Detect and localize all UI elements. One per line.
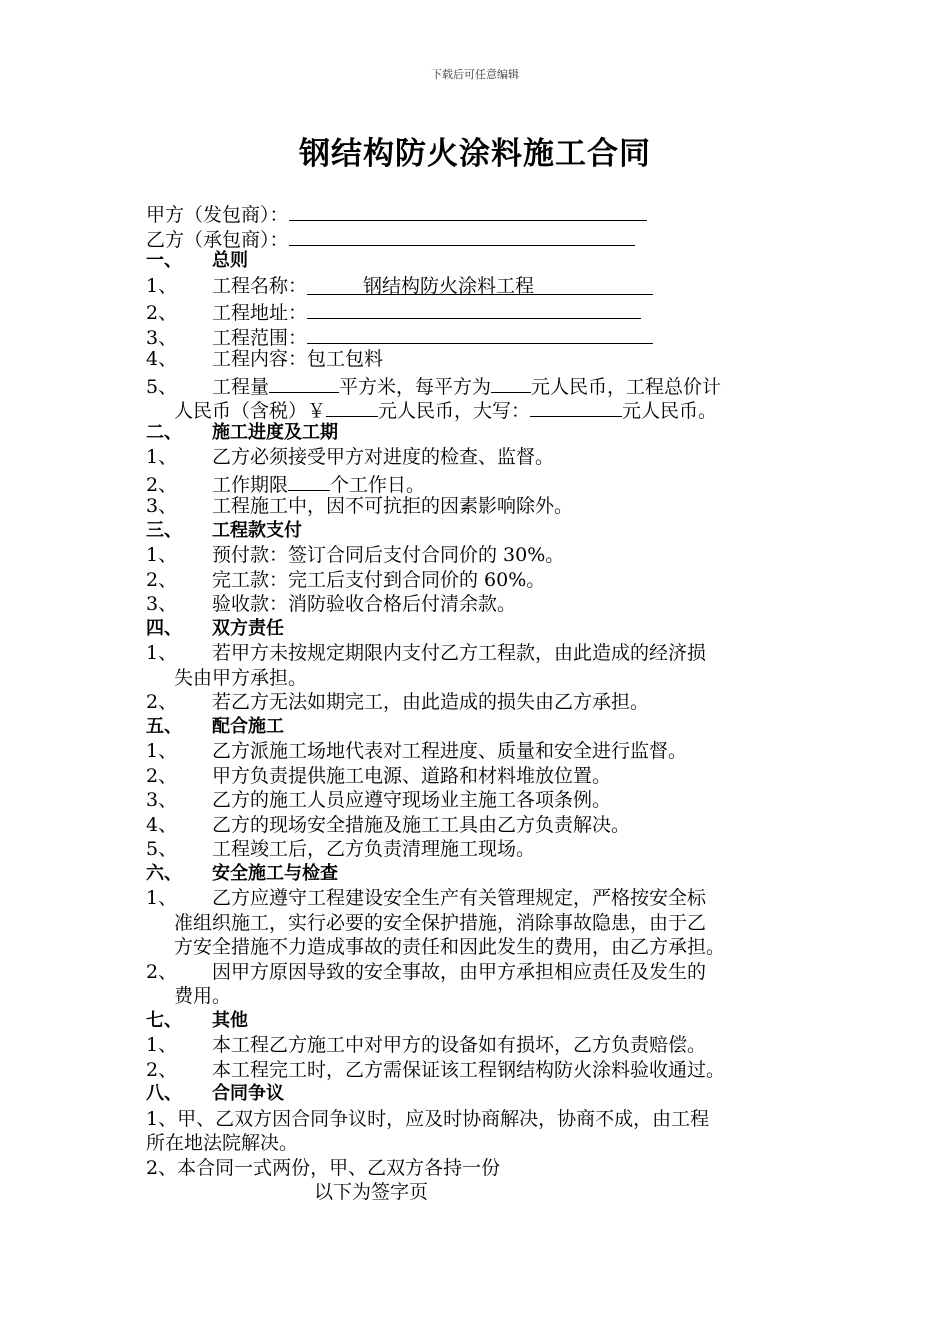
list-item: 4、 工程内容：包工包料: [146, 348, 384, 370]
list-item-cont: 准组织施工，实行必要的安全保护措施，消除事故隐患，由于乙: [174, 911, 707, 934]
list-item: 1、 乙方派施工场地代表对工程进度、质量和安全进行监督。: [146, 740, 688, 762]
list-item: 4、 乙方的现场安全措施及施工工具由乙方负责解决。: [146, 813, 631, 836]
party-b-label: 乙方（承包商）：: [146, 228, 289, 251]
list-item: 2、 工作期限 个工作日。: [146, 470, 816, 495]
list-item: 5、 工程竣工后，乙方负责清理施工现场。: [146, 838, 536, 860]
list-item: 2、 因甲方原因导致的安全事故，由甲方承担相应责任及发生的: [146, 960, 707, 983]
list-item: 1、甲、乙双方因合同争议时，应及时协商解决，协商不成，由工程: [146, 1107, 710, 1130]
section-4-heading: 四、 双方责任: [146, 617, 284, 639]
list-item: 2、 若乙方无法如期完工，由此造成的损失由乙方承担。: [146, 691, 650, 713]
list-item: 1、 工程名称： 钢结构防火涂料工程: [146, 274, 816, 299]
list-item-cont: 费用。: [174, 985, 232, 1007]
section-2-heading: 二、 施工进度及工期: [146, 421, 338, 443]
list-item: 1、 乙方应遵守工程建设安全生产有关管理规定，严格按安全标: [146, 887, 707, 909]
party-a-line: [146, 200, 816, 225]
contract-body: [146, 200, 816, 1205]
list-item-cont: 人民币（含税）￥ 元人民币，大写： 元人民币。: [146, 396, 816, 421]
list-item: 2、 完工款：完工后支付到合同价的 60%。: [146, 568, 546, 591]
header-note: 下载后可任意编辑: [431, 68, 519, 81]
list-item: 1、 乙方必须接受甲方对进度的检查、监督。: [146, 446, 555, 468]
section-7-heading: 七、 其他: [146, 1009, 248, 1031]
party-b-line: [146, 225, 816, 250]
section-3-heading: 三、 工程款支付: [146, 519, 302, 541]
party-a-blank: [289, 200, 647, 221]
list-item: 2、 甲方负责提供施工电源、道路和材料堆放位置。: [146, 764, 612, 787]
list-item-cont: 失由甲方承担。: [174, 666, 308, 689]
list-item: 3、 工程范围：: [146, 323, 816, 348]
list-item: 5、 工程量 平方米，每平方为 元人民币，工程总价计: [146, 372, 816, 397]
project-scope-blank: [307, 323, 653, 344]
footer-note: 以下为签字页: [314, 1181, 429, 1203]
page-title: 钢结构防火涂料施工合同: [299, 136, 651, 172]
project-address-blank: [307, 298, 641, 319]
list-item: 1、 本工程乙方施工中对甲方的设备如有损坏，乙方负责赔偿。: [146, 1034, 707, 1056]
list-item: 3、 验收款：消防验收合格后付清余款。: [146, 593, 517, 615]
list-item: 2、 本工程完工时，乙方需保证该工程钢结构防火涂料验收通过。: [146, 1058, 726, 1081]
section-8-heading: 八、 合同争议: [146, 1083, 284, 1104]
project-name-field: 钢结构防火涂料工程: [307, 274, 653, 295]
section-6-heading: 六、 安全施工与检查: [146, 862, 338, 884]
list-item: 1、 若甲方未按规定期限内支付乙方工程款，由此造成的经济损: [146, 642, 707, 664]
list-item-cont: 方安全措施不力造成事故的责任和因此发生的费用，由乙方承担。: [174, 936, 726, 958]
section-1-heading: 一、 总则: [146, 250, 248, 271]
section-5-heading: 五、 配合施工: [146, 715, 284, 737]
list-item: 2、本合同一式两份，甲、乙双方各持一份: [146, 1156, 501, 1179]
list-item: 2、 工程地址：: [146, 298, 816, 323]
party-b-blank: [289, 225, 635, 246]
list-item: 3、 乙方的施工人员应遵守现场业主施工各项条例。: [146, 789, 612, 811]
list-item-cont: 所在地法院解决。: [146, 1132, 299, 1154]
list-item: 3、 工程施工中，因不可抗拒的因素影响除外。: [146, 495, 574, 517]
list-item: 1、 预付款：签订合同后支付合同价的 30%。: [146, 544, 565, 566]
party-a-label: 甲方（发包商）：: [146, 204, 289, 226]
